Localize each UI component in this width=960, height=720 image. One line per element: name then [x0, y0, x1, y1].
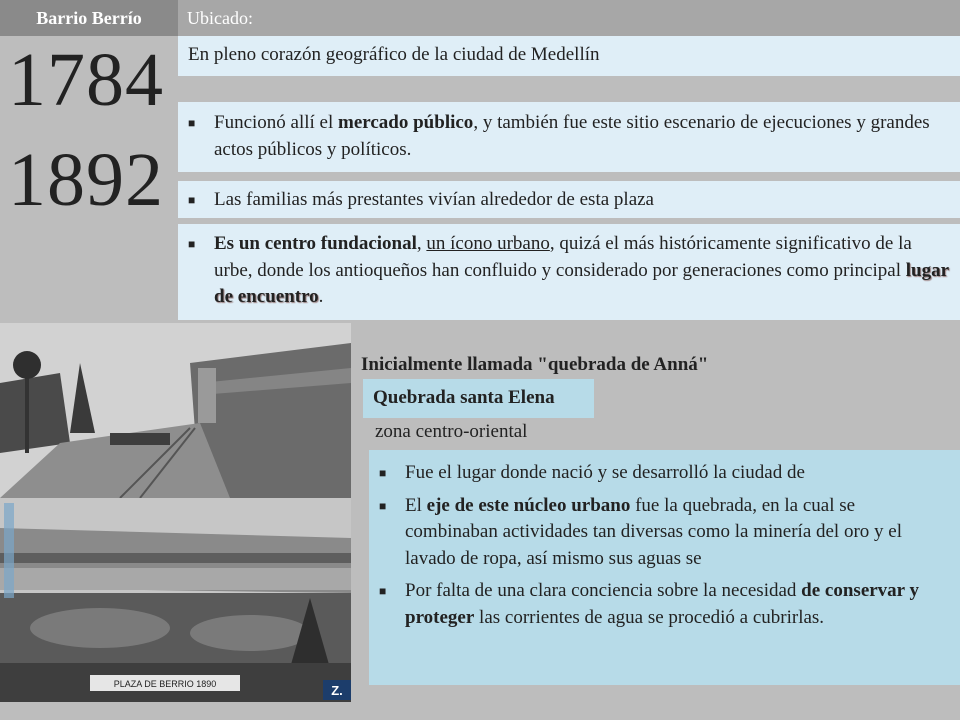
- item3-pre: Por falta de una clara conciencia sobre la necesidad: [405, 580, 802, 602]
- square-bullet-icon: ■: [379, 498, 387, 513]
- watermark-mark: Z.: [331, 683, 343, 698]
- square-bullet-icon: ■: [188, 193, 196, 207]
- square-bullet-icon: ■: [188, 237, 196, 251]
- page-title: [0, 0, 178, 36]
- street-photo-drawing: [0, 323, 351, 498]
- center-underline: un ícono urbano: [426, 233, 550, 254]
- square-bullet-icon: ■: [379, 584, 387, 599]
- section-heading: Inicialmente llamada "quebrada de Anná": [361, 354, 709, 375]
- market-text: [214, 110, 950, 163]
- location-label-box: [178, 0, 960, 36]
- plaza-photo-drawing: [0, 498, 351, 702]
- center-text: [214, 231, 950, 311]
- center-sep: ,: [416, 233, 427, 254]
- center-end: .: [318, 286, 324, 308]
- plaza-berrio-photo: [0, 498, 351, 702]
- market-box: [178, 102, 960, 172]
- list-item: [379, 460, 950, 487]
- item2-bold: eje de este núcleo urbano: [426, 494, 631, 516]
- market-pre: Funcionó allí el: [214, 112, 339, 133]
- year-start: 1784: [8, 38, 164, 122]
- list-item: [379, 493, 950, 573]
- square-bullet-icon: ■: [379, 466, 387, 480]
- location-text-box: [178, 36, 960, 76]
- zone-label: zona centro-oriental: [375, 421, 528, 442]
- item2-post: fue la quebrada, en la cual se combinaban actividades tan diversas como la minería del oro y el lavado de ropa, así mismo sus aguas se: [405, 494, 902, 569]
- list-item-text: Fue el lugar donde nació y se desarrolló la ciudad de: [405, 462, 805, 483]
- center-bold-1: Es un centro fundacional: [214, 233, 417, 254]
- history-list: [369, 450, 960, 685]
- center-box: [178, 224, 960, 320]
- center-bold-2: lugar de encuentro: [214, 259, 949, 308]
- title-text: Barrio Berrío: [36, 7, 142, 28]
- square-bullet-icon: ■: [188, 116, 196, 130]
- photo-caption: PLAZA DE BERRIO 1890: [113, 679, 217, 689]
- item2-pre: El: [405, 494, 427, 516]
- year-end: 1892: [8, 138, 164, 222]
- families-text: Las familias más prestantes vivían alrededor de esta plaza: [214, 189, 654, 210]
- list-item: [379, 578, 950, 631]
- item3-bold: de conservar y proteger: [405, 580, 920, 628]
- location-label: Ubicado:: [187, 7, 253, 28]
- historic-street-photo: [0, 323, 351, 498]
- list-item-text: [405, 493, 950, 573]
- creek-name-box: [363, 379, 594, 418]
- location-text: En pleno corazón geográfico de la ciudad de Medellín: [188, 44, 600, 65]
- center-mid: , quizá el más históricamente significativo de la urbe, donde los antioqueños han confluido y considerado por generaciones como principal: [214, 233, 912, 281]
- market-post: , y también fue este sitio escenario de ejecuciones y grandes actos públicos y políticos.: [214, 112, 930, 160]
- item3-post: las corrientes de agua se procedió a cubrirlas.: [474, 606, 825, 628]
- families-box: [178, 181, 960, 218]
- creek-name: Quebrada santa Elena: [373, 387, 555, 408]
- market-bold: mercado público: [338, 112, 474, 133]
- list-item-text: [405, 578, 950, 631]
